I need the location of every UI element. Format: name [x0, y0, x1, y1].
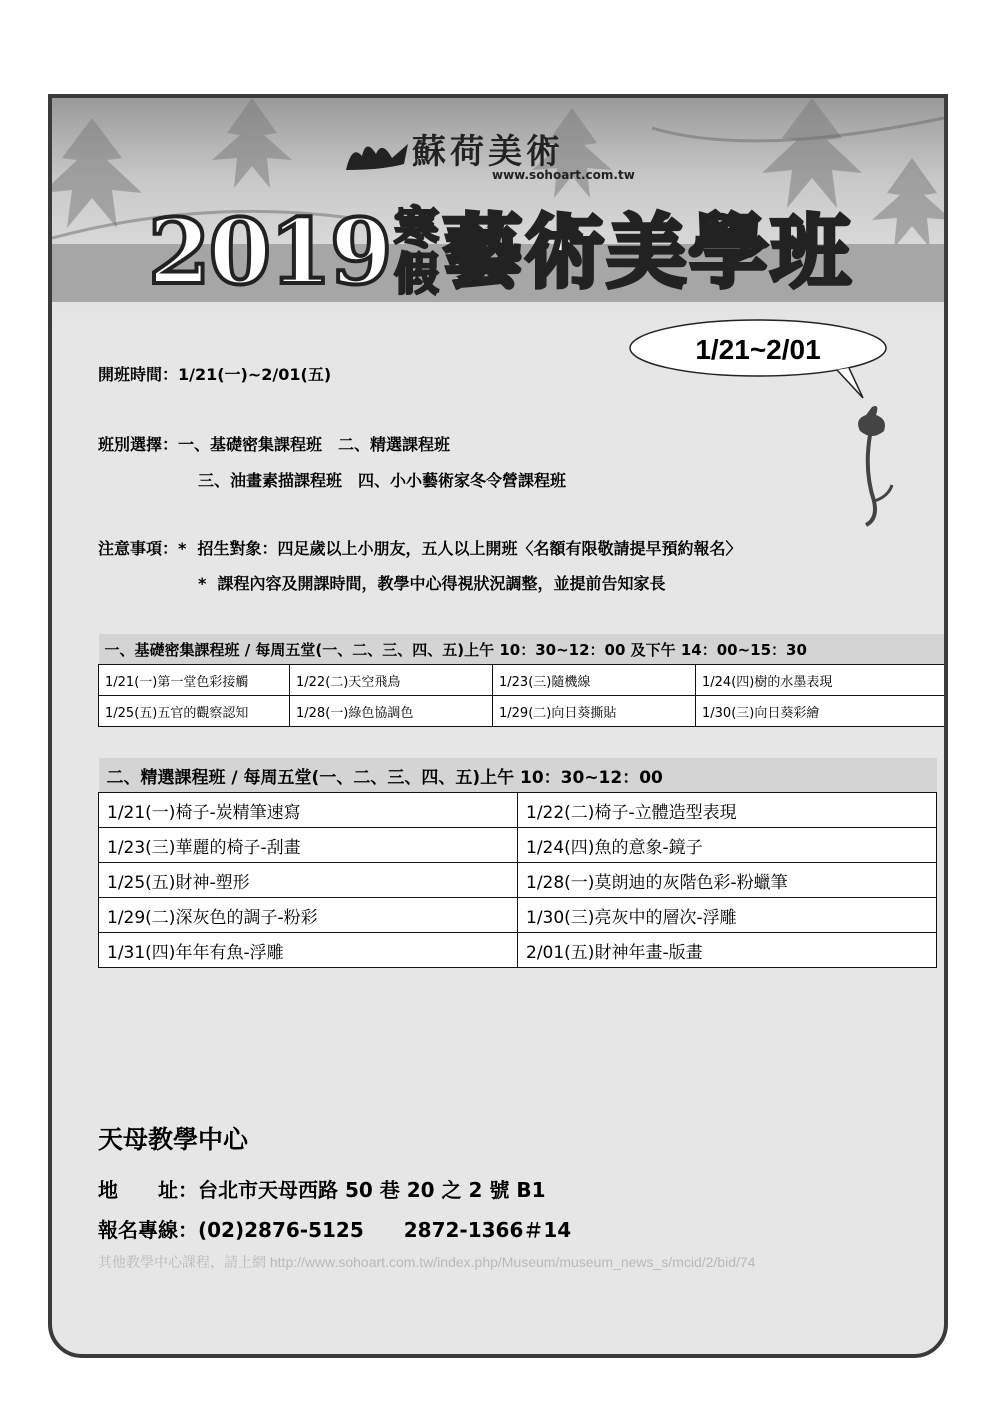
table-cell: 1/31(四)年年有魚-浮雕 — [99, 933, 518, 968]
basic-course-header: 一、基礎密集課程班 / 每周五堂(一、二、三、四、五)上午 10：30~12：00 及下午 14：00~15：30 — [99, 634, 945, 665]
table-row — [99, 665, 945, 696]
table-row — [99, 863, 937, 898]
notes-line2: * 課程內容及開課時間，教學中心得視狀況調整，並提前告知家長 — [198, 574, 666, 593]
table-cell: 1/21(一)椅子-炭精筆速寫 — [99, 793, 518, 828]
center-name: 天母教學中心 — [98, 1125, 249, 1154]
table-cell: 1/30(三)亮灰中的層次-浮雕 — [518, 898, 937, 933]
title-sub-bottom: 假 — [394, 249, 439, 300]
table-row — [99, 696, 945, 727]
selected-course-header: 二、精選課程班 / 每周五堂(一、二、三、四、五)上午 10：30~12：00 — [99, 758, 937, 793]
table-row — [99, 793, 937, 828]
title-sub-top: 寒 — [394, 203, 439, 254]
table-cell: 1/23(三)華麗的椅子-刮畫 — [99, 828, 518, 863]
table-cell: 1/22(二)天空飛鳥 — [290, 665, 493, 696]
table-cell: 1/22(二)椅子-立體造型表現 — [518, 793, 937, 828]
brand-logo — [342, 134, 635, 182]
table-cell: 1/28(一)綠色協調色 — [290, 696, 493, 727]
table-row — [99, 898, 937, 933]
page-title — [148, 199, 853, 305]
title-winter-break — [394, 203, 439, 300]
more-courses-link[interactable]: 其他教學中心課程，請上網 http://www.sohoart.com.tw/index.php/Museum/museum_news_s/mcid/2/bid/74 — [98, 1254, 756, 1270]
center-phone: 報名專線：(02)2876-5125 2872-1366＃14 — [98, 1218, 572, 1242]
notes-line1: 注意事項：* 招生對象：四足歲以上小朋友，五人以上開班〈名額有限敬請提早預約報名〉 — [98, 539, 742, 558]
flower-character-illustration — [844, 401, 904, 531]
class-period: 開班時間：1/21(一)~2/01(五) — [98, 365, 332, 384]
basic-course-table — [98, 634, 945, 727]
table-cell: 1/25(五)財神-塑形 — [99, 863, 518, 898]
table-cell: 1/28(一)莫朗迪的灰階色彩-粉蠟筆 — [518, 863, 937, 898]
header-banner — [52, 98, 944, 328]
center-address: 地 址：台北市天母西路 50 巷 20 之 2 號 B1 — [98, 1178, 546, 1202]
table-cell: 1/23(三)隨機線 — [493, 665, 696, 696]
table-cell: 1/24(四)魚的意象-鏡子 — [518, 828, 937, 863]
speech-bubble-text: 1/21~2/01 — [695, 334, 821, 365]
table-cell: 1/24(四)樹的水墨表現 — [696, 665, 945, 696]
flyer-frame — [48, 94, 948, 1358]
table-cell: 1/29(二)深灰色的調子-粉彩 — [99, 898, 518, 933]
brand-logo-icon — [342, 134, 412, 174]
table-row — [99, 828, 937, 863]
table-cell: 1/25(五)五官的觀察認知 — [99, 696, 290, 727]
selected-course-table — [98, 758, 937, 968]
title-year: 2019 — [148, 199, 391, 305]
brand-name: 蘇荷美術 — [412, 132, 564, 172]
class-options-line2: 三、油畫素描課程班 四、小小藝術家冬令營課程班 — [198, 471, 567, 490]
class-options-line1: 班別選擇：一、基礎密集課程班 二、精選課程班 — [98, 435, 451, 454]
brand-url: www.sohoart.com.tw — [492, 168, 635, 182]
table-cell: 1/30(三)向日葵彩繪 — [696, 696, 945, 727]
table-cell: 2/01(五)財神年畫-版畫 — [518, 933, 937, 968]
table-header-row — [99, 634, 945, 665]
table-cell: 1/21(一)第一堂色彩接觸 — [99, 665, 290, 696]
title-main: 藝術美學班 — [442, 205, 853, 299]
table-cell: 1/29(二)向日葵撕貼 — [493, 696, 696, 727]
table-header-row — [99, 758, 937, 793]
table-row — [99, 933, 937, 968]
